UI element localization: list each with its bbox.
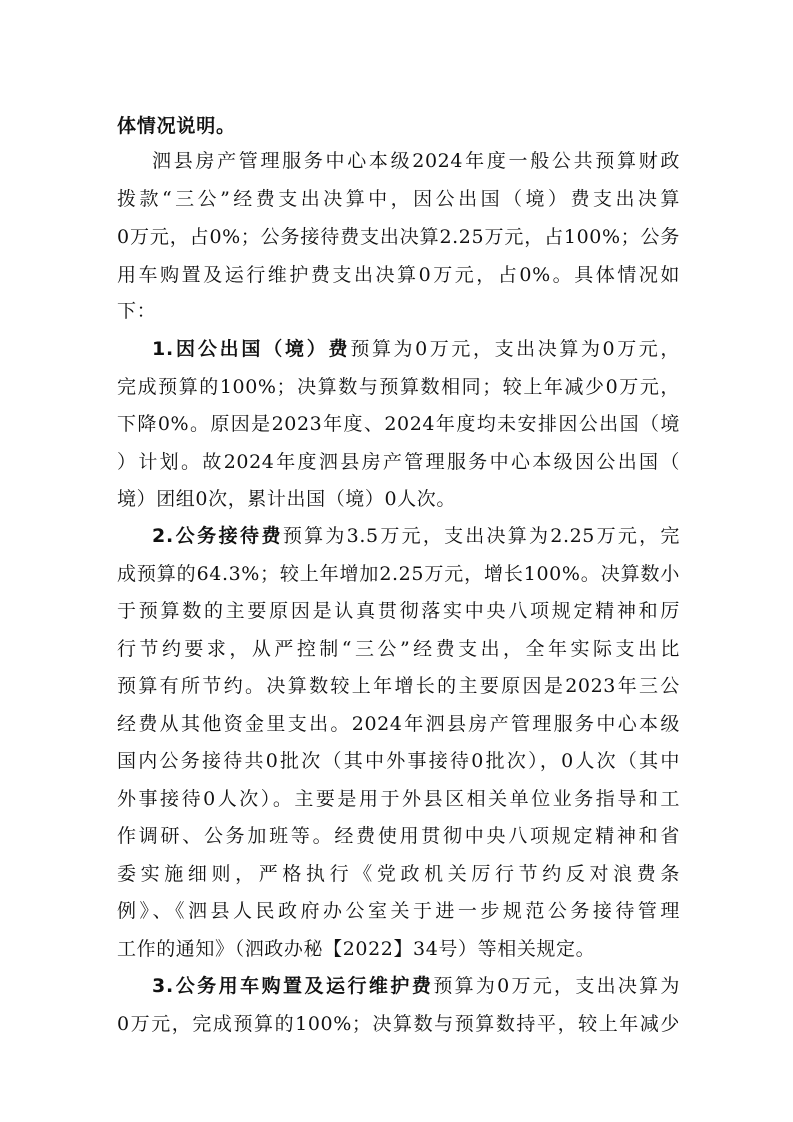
section2-line-11: 例》、《泗县人民政府办公室关于进一步规范公务接待管理 [117,900,680,922]
section2-line-1: 预算为3.5万元，支出决算为2.25万元，完 [282,525,680,547]
section1-first-line [152,336,680,362]
intro-line-1: 泗县房产管理服务中心本级2024年度一般公共预算财政 [152,150,680,172]
intro-line-5: 下： [117,300,157,322]
section2-line-8: 外事接待0人次）。主要是用于外县区相关单位业务指导和工 [117,788,680,810]
section2-line-3: 于预算数的主要原因是认真贯彻落实中央八项规定精神和厉 [117,600,680,622]
section1-line-1: 预算为0万元，支出决算为0万元， [350,338,680,360]
section2-title: 2.公务接待费 [152,525,283,547]
section2-line-10: 委实施细则，严格执行《党政机关厉行节约反对浪费条 [117,863,680,885]
section2-line-9: 作调研、公务加班等。经费使用贯彻中央八项规定精神和省 [117,825,680,847]
section3-first-line [152,973,680,999]
section2-line-5: 预算有所节约。决算数较上年增长的主要原因是2023年三公 [117,675,680,697]
section2-first-line [152,523,680,549]
heading-tail: 体情况说明。 [117,115,236,137]
section2-line-4: 行节约要求，从严控制“三公”经费支出，全年实际支出比 [117,638,680,660]
section1-line-3: 下降0%。原因是2023年度、2024年度均未安排因公出国（境 [117,413,680,435]
section1-line-5: 境）团组0次，累计出国（境）0人次。 [117,488,456,510]
section3-title: 3.公务用车购置及运行维护费 [152,975,434,997]
section3-line-2: 0万元，完成预算的100%；决算数与预算数持平，较上年减少 [117,1013,680,1035]
intro-line-3: 0万元，占0%；公务接待费支出决算2.25万元，占100%；公务 [117,226,680,248]
section2-line-6: 经费从其他资金里支出。2024年泗县房产管理服务中心本级 [117,713,680,735]
section1-line-4: ）计划。故2024年度泗县房产管理服务中心本级因公出国（ [117,451,680,473]
section1-title: 1.因公出国（境）费 [152,338,351,360]
intro-line-2: 拨款“三公”经费支出决算中，因公出国（境）费支出决算 [117,188,680,210]
section2-line-2: 成预算的64.3%；较上年增加2.25万元，增长100%。决算数小 [117,563,680,585]
section2-line-12: 工作的通知》（泗政办秘【2022】34号）等相关规定。 [117,938,596,960]
section3-line-1: 预算为0万元，支出决算为 [433,975,680,997]
section2-line-7: 国内公务接待共0批次（其中外事接待0批次），0人次（其中 [117,750,680,772]
intro-line-4: 用车购置及运行维护费支出决算0万元，占0%。具体情况如 [117,264,680,286]
section1-line-2: 完成预算的100%；决算数与预算数相同；较上年减少0万元， [117,376,680,398]
